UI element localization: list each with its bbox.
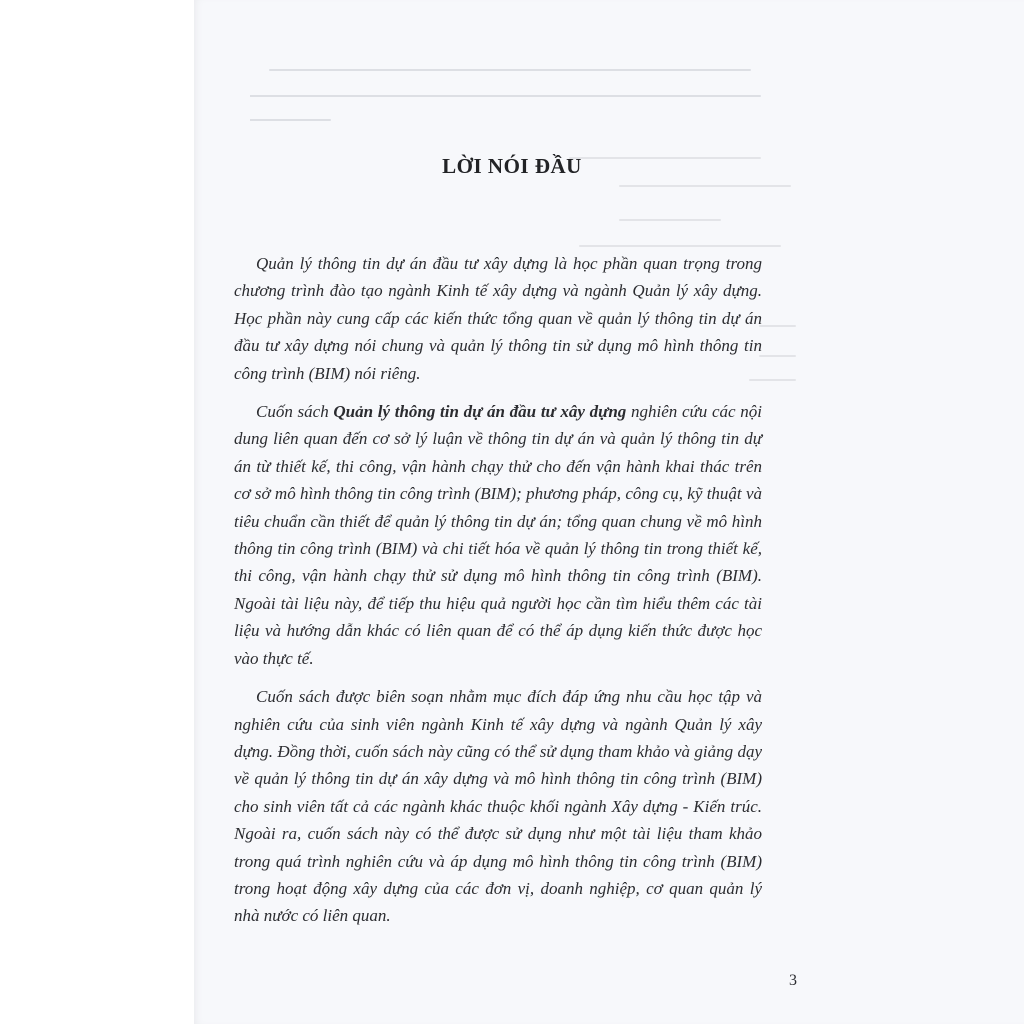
body-text <box>234 250 762 941</box>
page-title <box>0 154 1024 179</box>
page-number: 3 <box>789 972 797 989</box>
paragraph-1: Quản lý thông tin dự án đầu tư xây dựng là học phần quan trọng trong chương trình đào tạo ngành Kinh tế xây dựng và ngành Quản lý xây dựng. Học phần này cung cấp các kiến thức tổng quan về quản lý thông tin dự án đầu tư xây dựng nói chung và quản lý thông tin sử dụng mô hình thông tin công trình (BIM) nói riêng. <box>234 254 762 383</box>
paragraph-2-lead: Cuốn sách <box>256 402 334 422</box>
book-title: Quản lý thông tin dự án đầu tư xây dựng <box>333 402 627 422</box>
page-title-text: LỜI NÓI ĐẦU <box>442 154 582 178</box>
paragraph-2-rest: nghiên cứu các nội dung liên quan đến cơ sở lý luận về thông tin dự án và quản lý thông tin dự án từ thiết kế, thi công, vận hành chạy thử cho đến vận hành khai thác trên cơ sở mô hình thông tin công trình (BIM); phương pháp, công cụ, kỹ thuật và tiêu chuẩn cần thiết để quản lý thông tin dự án; tổng quan chung về mô hình thông tin công trình (BIM) và chi tiết hóa về quản lý thông tin trong thiết kế, thi công, vận hành chạy thử sử dụng mô hình thông tin công trình (BIM). Ngoài tài liệu này, để tiếp thu hiệu quả người học cần tìm hiểu thêm các tài liệu và hướng dẫn khác có liên quan để có thể áp dụng kiến thức được học vào thực tế. <box>234 402 762 668</box>
paragraph-3: Cuốn sách được biên soạn nhằm mục đích đáp ứng nhu cầu học tập và nghiên cứu của sinh viên ngành Kinh tế xây dựng và ngành Quản lý xây dựng. Đồng thời, cuốn sách này cũng có thể sử dụng tham khảo và giảng dạy về quản lý thông tin dự án xây dựng và mô hình thông tin công trình (BIM) cho sinh viên tất cả các ngành khác thuộc khối ngành Xây dựng - Kiến trúc. Ngoài ra, cuốn sách này có thể được sử dụng như một tài liệu tham khảo trong quá trình nghiên cứu và áp dụng mô hình thông tin công trình (BIM) trong hoạt động xây dựng của các đơn vị, doanh nghiệp, cơ quan quản lý nhà nước có liên quan. <box>234 687 762 926</box>
paragraph-2 <box>234 398 762 672</box>
